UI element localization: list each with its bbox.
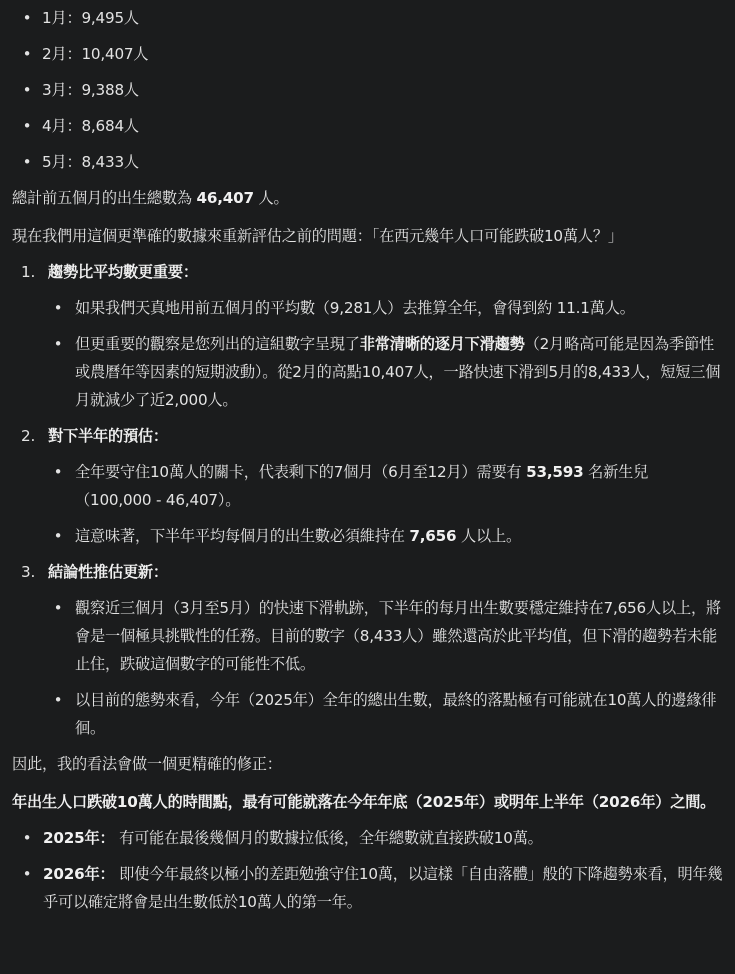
bullet-icon: • — [53, 463, 63, 481]
bullet-text: （2月略高可能是因為季節性或農曆年等因素的短期波動）。從2月的高點10,407人，一路快速下滑到5月的8,433人，短短三個月就減少了近2,000人。 — [75, 335, 721, 409]
bullet-emphasis: 7,656 — [409, 527, 457, 545]
month-label: 1月：9,495人 — [42, 9, 139, 27]
bullet-icon: • — [53, 599, 63, 617]
month-label: 2月：10,407人 — [42, 45, 149, 63]
bullet-icon: • — [22, 829, 32, 847]
section-bullets — [48, 294, 723, 414]
section-title: 結論性推估更新： — [48, 563, 168, 581]
month-label: 4月：8,684人 — [42, 117, 139, 135]
list-item — [12, 824, 723, 852]
correction-intro: 因此，我的看法會做一個更精確的修正： — [12, 755, 282, 773]
monthly-births-list — [12, 4, 723, 184]
bullet-text: 觀察近三個月（3月至5月）的快速下滑軌跡，下半年的每月出生數要穩定維持在7,656人以上，將會是一個極具挑戰性的任務。目前的數字（8,433人）雖然還高於此平均值，但下滑的趨勢若未能止住，跌破這個數字的可能性不低。 — [75, 599, 721, 673]
conclusion-text: 年出生人口跌破10萬人的時間點，最有可能就落在今年年底（2025年）或明年上半年（2026年）之間。 — [12, 793, 716, 811]
total-summary — [12, 184, 723, 212]
conclusion-paragraph — [12, 788, 723, 816]
bullet-text: 人以上。 — [456, 527, 521, 545]
section-title: 對下半年的預估： — [48, 427, 168, 445]
bullet-text: 這意味著，下半年平均每個月的出生數必須維持在 — [75, 527, 410, 545]
year-label: 2025年： — [43, 829, 115, 847]
bullet-icon: • — [22, 9, 32, 27]
bullet-emphasis: 53,593 — [526, 463, 584, 481]
section-item — [12, 558, 723, 742]
year-label: 2026年： — [43, 865, 115, 883]
total-unit: 人。 — [253, 189, 289, 207]
bullet-icon: • — [53, 299, 63, 317]
section-number: 1. — [21, 263, 36, 281]
list-item — [12, 148, 723, 184]
total-value: 46,407 — [196, 189, 254, 207]
section-item — [12, 258, 723, 414]
bullet-icon: • — [22, 81, 32, 99]
bullet-icon: • — [53, 527, 63, 545]
month-label: 5月：8,433人 — [42, 153, 139, 171]
month-label: 3月：9,388人 — [42, 81, 139, 99]
bullet-icon: • — [22, 117, 32, 135]
bullet-icon: • — [22, 153, 32, 171]
bullet-text: 如果我們天真地用前五個月的平均數（9,281人）去推算全年，會得到約 11.1萬人。 — [75, 299, 635, 317]
list-item — [12, 4, 723, 40]
section-bullets — [48, 458, 723, 550]
bullet-icon: • — [22, 865, 32, 883]
bullet-text: 名新生兒（100,000 - 46,407）。 — [75, 463, 649, 509]
total-text: 總計前五個月的出生總數為 — [12, 189, 197, 207]
section-number: 2. — [21, 427, 36, 445]
bullet-text: 但更重要的觀察是您列出的這組數字呈現了 — [75, 335, 360, 353]
list-item — [48, 522, 723, 550]
list-item — [12, 860, 723, 916]
bullet-text: 以目前的態勢來看，今年（2025年）全年的總出生數，最終的落點極有可能就在10萬人的邊緣徘徊。 — [75, 691, 717, 737]
bullet-icon: • — [53, 691, 63, 709]
section-title: 趨勢比平均數更重要： — [48, 263, 198, 281]
year-description: 即使今年最終以極小的差距勉強守住10萬，以這樣「自由落體」般的下降趨勢來看，明年幾乎可以確定將會是出生數低於10萬人的第一年。 — [43, 865, 723, 911]
list-item — [48, 458, 723, 514]
bullet-icon: • — [53, 335, 63, 353]
bullet-text: 全年要守住10萬人的關卡，代表剩下的7個月（6月至12月）需要有 — [75, 463, 527, 481]
list-item — [12, 40, 723, 76]
list-item — [12, 112, 723, 148]
section-item — [12, 422, 723, 550]
list-item — [48, 294, 723, 322]
year-description: 有可能在最後幾個月的數據拉低後，全年總數就直接跌破10萬。 — [114, 829, 543, 847]
year-predictions-list — [12, 824, 723, 916]
list-item — [48, 330, 723, 414]
question-paragraph: 現在我們用這個更準確的數據來重新評估之前的問題：「在西元幾年人口可能跌破10萬人？」 — [12, 227, 623, 245]
list-item — [48, 686, 723, 742]
section-bullets — [48, 594, 723, 742]
list-item — [48, 594, 723, 678]
analysis-list — [12, 258, 723, 742]
bullet-emphasis: 非常清晰的逐月下滑趨勢 — [359, 335, 525, 353]
bullet-icon: • — [22, 45, 32, 63]
section-number: 3. — [21, 563, 36, 581]
list-item — [12, 76, 723, 112]
